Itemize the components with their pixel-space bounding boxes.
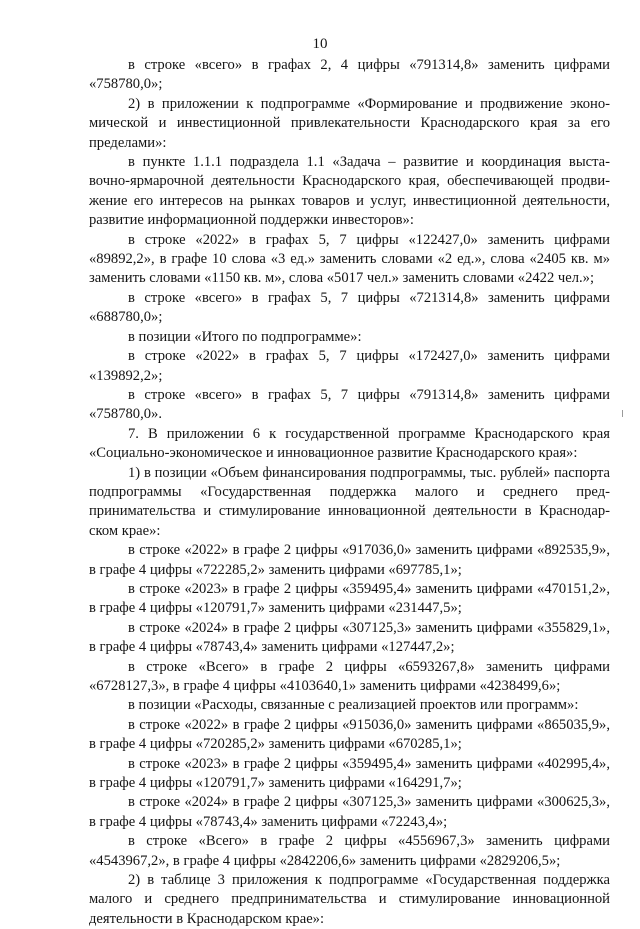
paragraph-continuation: «688780,0»; [89, 309, 163, 326]
paragraph [89, 328, 610, 347]
paragraph-first-line: в строке «всего» в графах 5, 7 цифры «721314,8» заменить цифрами [128, 289, 610, 306]
paragraph [89, 289, 610, 328]
paragraph-first-line: в строке «2022» в графах 5, 7 цифры «122427,0» заменить цифрами [128, 231, 610, 248]
paragraph [89, 696, 610, 715]
paragraph-continuation: «865035,9», в графе 4 цифры «720285,2» заменить цифрами «670285,1»; [89, 716, 610, 753]
paragraph-first-line: в позиции «Расходы, связанные с реализацией проектов или программ»: [128, 697, 579, 714]
paragraph-first-line: в пункте 1.1.1 подраздела 1.1 «Задача – развитие и координация выста- [128, 154, 610, 171]
paragraph-continuation: «758780,0». [89, 406, 162, 423]
paragraph-continuation: «892535,9», в графе 4 цифры «722285,2» заменить цифрами «697785,1»; [89, 542, 610, 578]
paragraph [89, 871, 610, 929]
paragraph-continuation: вочно-ярмарочной деятельности Краснодарского края, обеспечивающей продви-жение его интересов на рынках товаров и услуг, инвестиционной деятельности, развитие информационной поддержки инвесторов»: [89, 173, 610, 229]
page-number: 10 [312, 36, 328, 52]
paragraph-continuation: мической и инвестиционной привлекательности Краснодарского края за его пределами»: [89, 115, 610, 151]
paragraph-first-line: в строке «всего» в графах 5, 7 цифры «791314,8» заменить цифрами [128, 386, 610, 403]
paragraph [89, 386, 610, 425]
paragraph-continuation: «139892,2»; [89, 367, 163, 384]
paragraph-first-line: в строке «всего» в графах 2, 4 цифры «791314,8» заменить цифрами [128, 57, 610, 73]
paragraph-first-line: 2) в приложении к подпрограмме «Формирование и продвижение эконо- [128, 95, 610, 112]
paragraph [89, 153, 610, 231]
paragraph-first-line: 2) в таблице 3 приложения к подпрограмме «Государственная поддержка [128, 872, 610, 889]
paragraph-first-line: в позиции «Итого по подпрограмме»: [128, 328, 362, 345]
paragraph [89, 716, 610, 755]
paragraph [89, 832, 610, 871]
paragraph-first-line: в строке «Всего» в графе 2 цифры «4556967,3» заменить цифрами [128, 833, 610, 850]
paragraph-continuation: «355829,1», в графе 4 цифры «78743,4» заменить цифрами «127447,2»; [89, 619, 610, 656]
paragraph-first-line: 7. В приложении 6 к государственной программе Краснодарского края [128, 425, 610, 442]
paragraph-continuation: «89892,2», в графе 10 слова «3 ед.» заменить словами «2 ед.», слова «2405 кв. м» заменить словами «1150 кв. м», слова «5017 чел.» заменить словами «2422 чел.»; [89, 251, 610, 287]
paragraph-continuation: «4543967,2», в графе 4 цифры «2842206,6» заменить цифрами «2829206,5»; [89, 852, 561, 869]
paragraph [89, 347, 610, 386]
paragraph-continuation: «6728127,3», в графе 4 цифры «4103640,1» заменить цифрами «4238499,6»; [89, 678, 561, 694]
paragraph-first-line: в строке «Всего» в графе 2 цифры «6593267,8» заменить цифрами [128, 658, 610, 675]
paragraph [89, 541, 610, 580]
paragraph [89, 580, 610, 619]
paragraph-first-line: в строке «2022» в графе 2 цифры «915036,0» заменить цифрами [128, 716, 533, 733]
scan-artifact-mark [622, 410, 626, 417]
paragraph [89, 793, 610, 832]
paragraph [89, 231, 610, 289]
paragraph [89, 755, 610, 794]
paragraph-continuation: «402995,4», в графе 4 цифры «120791,7» заменить цифрами «164291,7»; [89, 755, 610, 792]
paragraph-first-line: в строке «2022» в графе 2 цифры «917036,0» заменить цифрами [128, 542, 533, 559]
paragraph-continuation: «300625,3», в графе 4 цифры «78743,4» заменить цифрами «72243,4»; [89, 794, 610, 830]
paragraph-continuation: малого и среднего предпринимательства и стимулирование инновационной деятельности в Краснодарском крае»: [89, 891, 610, 927]
paragraph-first-line: в строке «2024» в графе 2 цифры «307125,3» заменить цифрами [128, 794, 533, 811]
document-body [89, 56, 610, 929]
paragraph-continuation: паспорта подпрограммы «Государственная поддержка малого и среднего пред-принимательства и стимулирование инновационной деятельности в Краснодар-ском крае»: [89, 464, 610, 539]
paragraph-first-line: в строке «2023» в графе 2 цифры «359495,4» заменить цифрами [128, 580, 533, 597]
paragraph [89, 464, 610, 542]
paragraph [89, 95, 610, 153]
paragraph-first-line: в строке «2022» в графах 5, 7 цифры «172427,0» заменить цифрами [128, 348, 610, 365]
paragraph-first-line: в строке «2023» в графе 2 цифры «359495,4» заменить цифрами [128, 755, 533, 772]
paragraph-first-line: в строке «2024» в графе 2 цифры «307125,3» заменить цифрами [128, 619, 533, 636]
paragraph-continuation: «758780,0»; [89, 76, 163, 93]
paragraph-continuation: «470151,2», в графе 4 цифры «120791,7» заменить цифрами «231447,5»; [89, 580, 610, 617]
paragraph [89, 425, 610, 464]
paragraph [89, 658, 610, 697]
paragraph-continuation: «Социально-экономическое и инновационное развитие Краснодарского края»: [89, 445, 578, 462]
paragraph [89, 619, 610, 658]
paragraph-first-line: 1) в позиции «Объем финансирования подпрограммы, тыс. рублей» [128, 464, 551, 481]
paragraph [89, 56, 610, 95]
